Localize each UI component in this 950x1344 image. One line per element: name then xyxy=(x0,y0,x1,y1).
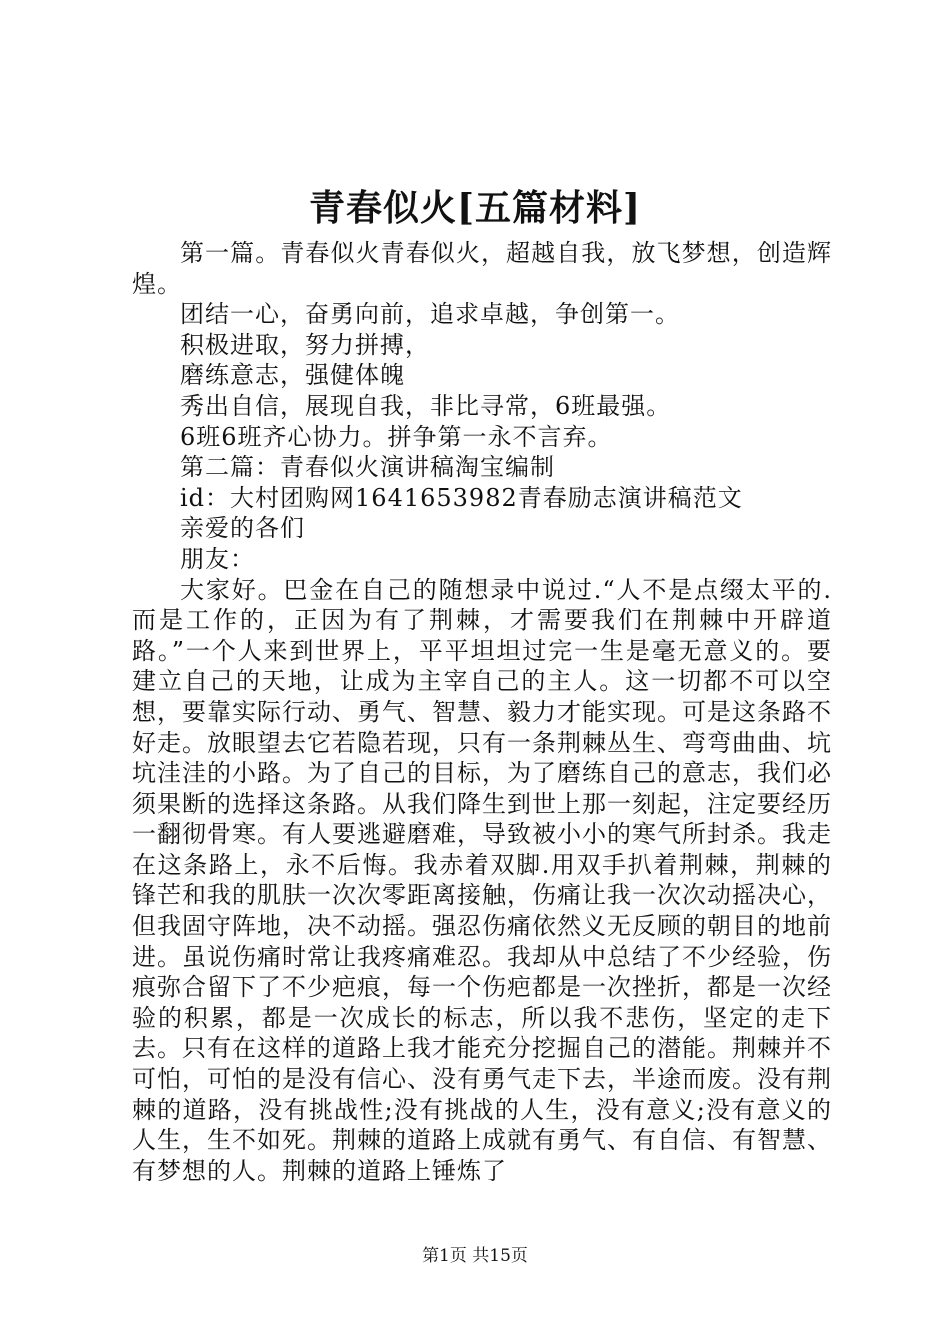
document-body xyxy=(132,238,832,1186)
paragraph-2: 团结一心，奋勇向前，追求卓越，争创第一。 xyxy=(180,300,680,329)
paragraph-3: 积极进取，努力拼搏， xyxy=(180,330,430,359)
paragraph-4: 磨练意志，强健体魄 xyxy=(180,361,405,390)
document-title: 青春似火[五篇材料] xyxy=(308,187,642,229)
page-footer: 第1页 共15页 xyxy=(422,1246,528,1266)
paragraph-6: 6班6班齐心协力。拼争第一永不言弃。 xyxy=(180,422,613,451)
paragraph-7: 第二篇：青春似火演讲稿淘宝编制 xyxy=(180,453,555,482)
paragraph-1: 第一篇。青春似火青春似火，超越自我，放飞梦想，创造辉煌。 xyxy=(132,239,832,298)
paragraph-9: 亲爱的各们 xyxy=(180,514,305,543)
paragraph-8: id：大村团购网1641653982青春励志演讲稿范文 xyxy=(180,483,743,512)
paragraph-5: 秀出自信，展现自我，非比寻常，6班最强。 xyxy=(180,391,672,420)
paragraph-11: 大家好。巴金在自己的随想录中说过.“人不是点缀太平的.而是工作的，正因为有了荆棘，才需要我们在荆棘中开辟道路。”一个人来到世界上，平平坦坦过完一生是毫无意义的。要建立自己的天地，让成为主宰自己的主人。这一切都不可以空想，要靠实际行动、勇气、智慧、毅力才能实现。可是这条路不好走。放眼望去它若隐若现，只有一条荆棘丛生、弯弯曲曲、坑坑洼洼的小路。为了自己的目标，为了磨练自己的意志，我们必须果断的选择这条路。从我们降生到世上那一刻起，注定要经历一翻彻骨寒。有人要逃避磨难，导致被小小的寒气所封杀。我走在这条路上，永不后悔。我赤着双脚.用双手扒着荆棘，荆棘的锋芒和我的肌肤一次次零距离接触，伤痛让我一次次动摇决心，但我固守阵地，决不动摇。强忍伤痛依然义无反顾的朝目的地前进。虽说伤痛时常让我疼痛难忍。我却从中总结了不少经验，伤痕弥合留下了不少疤痕，每一个伤疤都是一次挫折，都是一次经验的积累，都是一次成长的标志，所以我不悲伤，坚定的走下去。只有在这样的道路上我才能充分挖掘自己的潜能。荆棘并不可怕，可怕的是没有信心、没有勇气走下去，半途而废。没有荆棘的道路，没有挑战性;没有挑战的人生，没有意义;没有意义的人生，生不如死。荆棘的道路上成就有勇气、有自信、有智慧、有梦想的人。荆棘的道路上锤炼了 xyxy=(132,575,832,1185)
paragraph-10: 朋友： xyxy=(180,544,255,573)
